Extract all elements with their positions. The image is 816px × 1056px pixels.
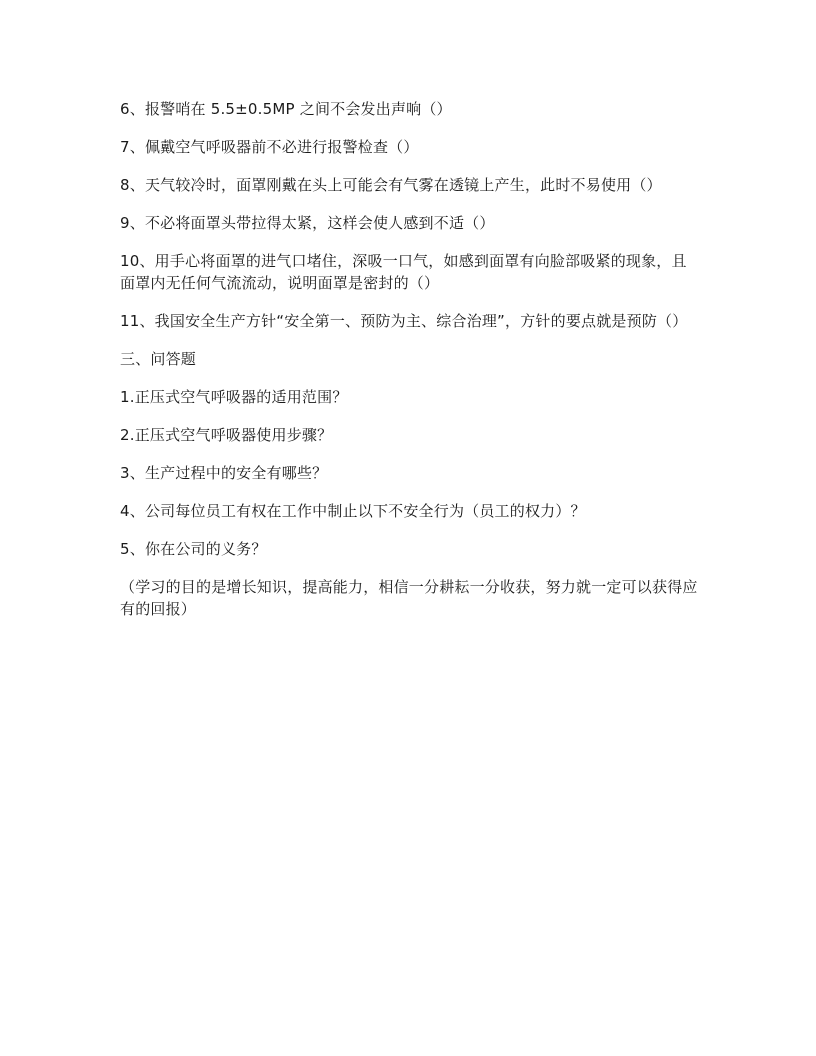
qa-item-5: 5、你在公司的义务？ [120, 540, 267, 558]
qa-item-4: 4、公司每位员工有权在工作中制止以下不安全行为（员工的权力）？ [120, 502, 586, 520]
question-item-8: 8、天气较冷时，面罩刚戴在头上可能会有气雾在透镜上产生，此时不易使用（） [120, 176, 662, 194]
question-item-9: 9、不必将面罩头带拉得太紧，这样会使人感到不适（） [120, 214, 495, 232]
document-body [120, 98, 700, 636]
qa-item-2: 2.正压式空气呼吸器使用步骤？ [120, 426, 333, 444]
qa-item-1: 1.正压式空气呼吸器的适用范围？ [120, 388, 348, 406]
question-item-7: 7、佩戴空气呼吸器前不必进行报警检查（） [120, 138, 419, 156]
section-heading-qa: 三、问答题 [120, 350, 197, 368]
question-item-6: 6、报警哨在 5.5±0.5MP 之间不会发出声响（） [120, 100, 452, 118]
qa-item-3: 3、生产过程中的安全有哪些？ [120, 464, 328, 482]
question-item-10: 10、用手心将面罩的进气口堵住，深吸一口气，如感到面罩有向脸部吸紧的现象，且面罩内无任何气流流动，说明面罩是密封的（） [120, 252, 687, 292]
closing-note: （学习的目的是增长知识，提高能力，相信一分耕耘一分收获，努力就一定可以获得应有的回报） [120, 578, 698, 618]
question-item-11: 11、我国安全生产方针“安全第一、预防为主、综合治理”，方针的要点就是预防（） [120, 312, 688, 330]
